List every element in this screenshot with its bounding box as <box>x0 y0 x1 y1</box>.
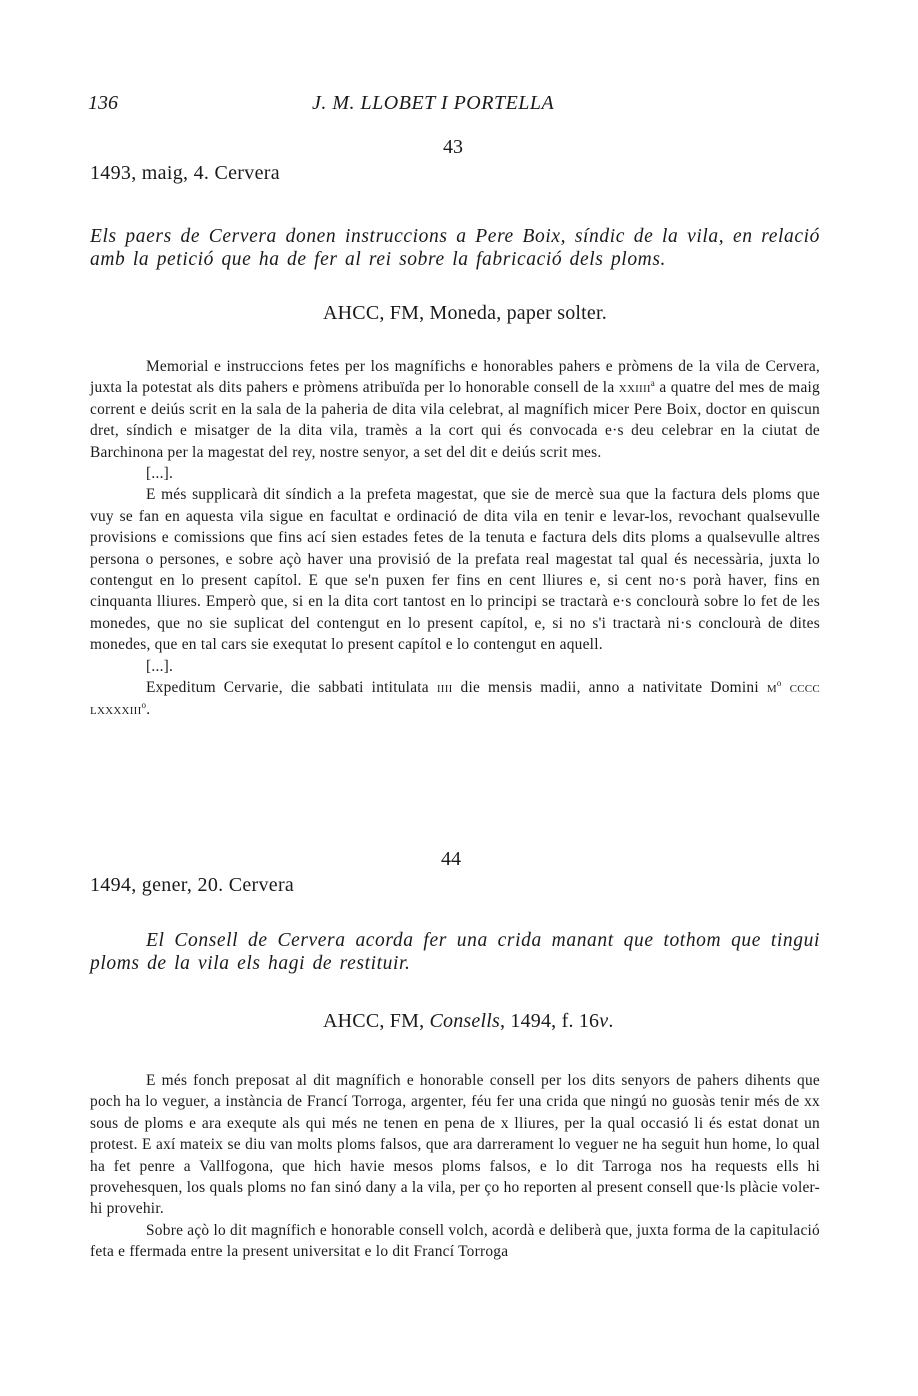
document-date: 1493, maig, 4. Cervera <box>90 162 280 184</box>
body-paragraph: Expeditum Cervarie, die sabbati intitulata iiii die mensis madii, anno a nativitate Domini $m^o$ cccc lxxxxiii$^o$. <box>90 677 820 718</box>
document-number: 44 <box>441 848 461 870</box>
body-paragraph: E més fonch preposat al dit magnífich e honorable consell per los dits senyors de pahers dihents que poch ha lo veguer, a instància de Francí Torroga, argenter, féu fer una crida que ningú no guosàs tenir més de xx sous de ploms e ara exequte als qui més ne tenen en pena de x lliures, per la qual occasió li és estat donat un protest. E axí mateix se diu van molts ploms falsos, que ara darrerament lo veguer ne ha seguit hun home, lo qual ha fet penre a Vallfogona, que hich havie mesos ploms falsos, e lo dit Tarroga nos ha requests ells hi provehesquen, los quals ploms no fan sinó dany a la vila, per ço ho reporten al present consell que·ls plàcie voler-hi provehir. <box>90 1072 820 1218</box>
document-source: AHCC, FM, Consells, 1494, f. 16v. <box>323 1010 614 1032</box>
document-source: AHCC, FM, Moneda, paper solter. <box>323 302 607 324</box>
body-paragraph: Sobre açò lo dit magnífich e honorable consell volch, acordà e deliberà que, juxta forma de la capitulació feta e ffermada entre la present universitat e lo dit Francí Torroga <box>90 1221 820 1261</box>
document-summary: Els paers de Cervera donen instruccions a Pere Boix, síndic de la vila, en relació amb la petició que ha de fer al rei sobre la fabricació dels ploms. <box>90 226 820 270</box>
document-number: 43 <box>443 136 463 158</box>
body-paragraph: Memorial e instruccions fetes per los magnífichs e honorables pahers e pròmens de la vila de Cervera, juxta la potestat als dits pahers e pròmens atribuïda per lo honorable consell de la xxiiii$^a$ a quatre del mes de maig corrent e deiús scrit en la sala de la paheria de dita vila celebrat, al magnífich micer Pere Boix, doctor en quiscun dret, síndich e misatger de la dita vila, tramès a la cort qui és convocada e·s deu celebrar en la ciutat de Barchinona per la magestat del rey, nostre senyor, a set del dit e deiús scrit mes. <box>90 358 820 461</box>
document-body <box>90 1070 820 1263</box>
document-body <box>90 356 820 720</box>
document-summary: El Consell de Cervera acorda fer una crida manant que tothom que tingui ploms de la vila els hagi de restituir. <box>90 930 820 974</box>
page-number: 136 <box>88 92 118 114</box>
ellipsis: [...]. <box>146 465 174 483</box>
body-paragraph: E més supplicarà dit síndich a la prefeta magestat, que sie de mercè sua que la factura dels ploms que vuy se fan en aquesta vila sigue en facultat e ordinació de dita vila en tenir e levar-los, revochant qualsevulle provisions e comissions que fins ací sien estades fetes de la tenuta e factura dels dits ploms a qualsevulle altres persona o persones, e sobre açò haver una provisió de la prefata real magestat tal qual és necessària, juxta lo contengut en lo present capítol. E que se'n puxen fer fins en cent lliures e, si cent no·s porà haver, fins en cinquanta lliures. Emperò que, si en la dita cort tantost en lo principi se tractarà e·s conclourà sobre lo fet de les monedes, que no sie suplicat del contengut en lo present capítol, e, si no s'i tractarà ni·s conclourà de dites monedes, que en tal cars sie exequtat lo present capítol e lo contengut en aquell. <box>90 486 820 654</box>
document-date: 1494, gener, 20. Cervera <box>90 874 295 896</box>
ellipsis: [...]. <box>146 657 174 675</box>
running-header-author: J. M. LLOBET I PORTELLA <box>312 92 555 114</box>
